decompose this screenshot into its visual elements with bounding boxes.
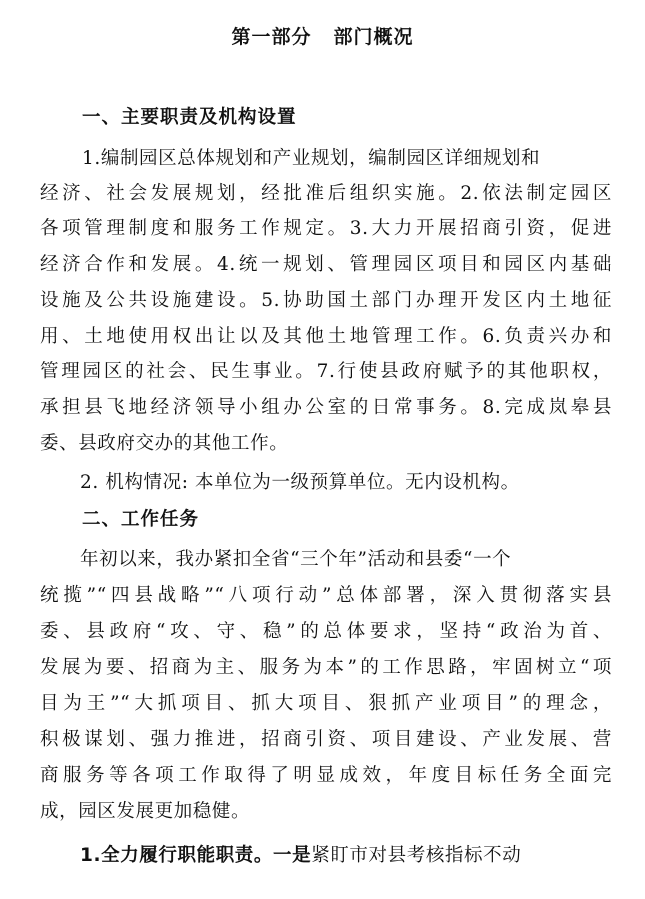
- paragraph-line: 1.编制园区总体规划和产业规划，编制园区详细规划和: [82, 148, 541, 169]
- title-part: 第一部分: [231, 26, 312, 48]
- paragraph-line: 管理园区的社会、民生事业。7.行使县政府赋予的其他职权，: [40, 361, 612, 382]
- subheading-bold: 1.全力履行职能职责。: [80, 845, 274, 866]
- paragraph-line: 委、县政府交办的其他工作。: [40, 433, 289, 454]
- item-marker-bold: 一是: [273, 845, 312, 866]
- title-name: 部门概况: [333, 26, 414, 48]
- paragraph-line: 统揽”“四县战略”“八项行动”总体部署，深入贯彻落实县: [40, 585, 612, 606]
- paragraph-line: 经济合作和发展。4.统一规划、管理园区项目和园区内基础: [40, 254, 612, 275]
- paragraph-line: [80, 841, 612, 871]
- paragraph-line: 年初以来，我办紧扣全省“三个年”活动和县委“一个: [80, 549, 512, 570]
- paragraph-line: 商服务等各项工作取得了明显成效，年度目标任务全面完: [40, 765, 612, 786]
- paragraph-line: 发展为要、招商为主、服务为本”的工作思路，牢固树立“项: [40, 657, 612, 678]
- paragraph-line: 委、县政府“攻、守、稳”的总体要求，坚持“政治为首、: [40, 621, 612, 642]
- paragraph-line: 承担县飞地经济领导小组办公室的日常事务。8.完成岚皋县: [40, 397, 612, 418]
- paragraph-line: 用、土地使用权出让以及其他土地管理工作。6.负责兴办和: [40, 326, 612, 347]
- page-title: [0, 22, 645, 49]
- section-heading: 一、主要职责及机构设置: [82, 107, 297, 128]
- paragraph-text: 紧盯市对县考核指标不动: [311, 845, 522, 866]
- paragraph-line: 设施及公共设施建设。5.协助国土部门办理开发区内土地征: [40, 290, 612, 311]
- paragraph-line: 经济、社会发展规划，经批准后组织实施。2.依法制定园区: [40, 183, 612, 204]
- paragraph-line: 各项管理制度和服务工作规定。3.大力开展招商引资，促进: [40, 218, 612, 239]
- org-info-line: 2. 机构情况: 本单位为一级预算单位。无内设机构。: [80, 472, 520, 493]
- paragraph-line: 积极谋划、强力推进，招商引资、项目建设、产业发展、营: [40, 729, 612, 750]
- section-heading: 二、工作任务: [82, 509, 200, 530]
- paragraph-line: 成，园区发展更加稳健。: [40, 801, 251, 822]
- paragraph-line: 目为王”“大抓项目、抓大项目、狠抓产业项目”的理念，: [40, 693, 612, 714]
